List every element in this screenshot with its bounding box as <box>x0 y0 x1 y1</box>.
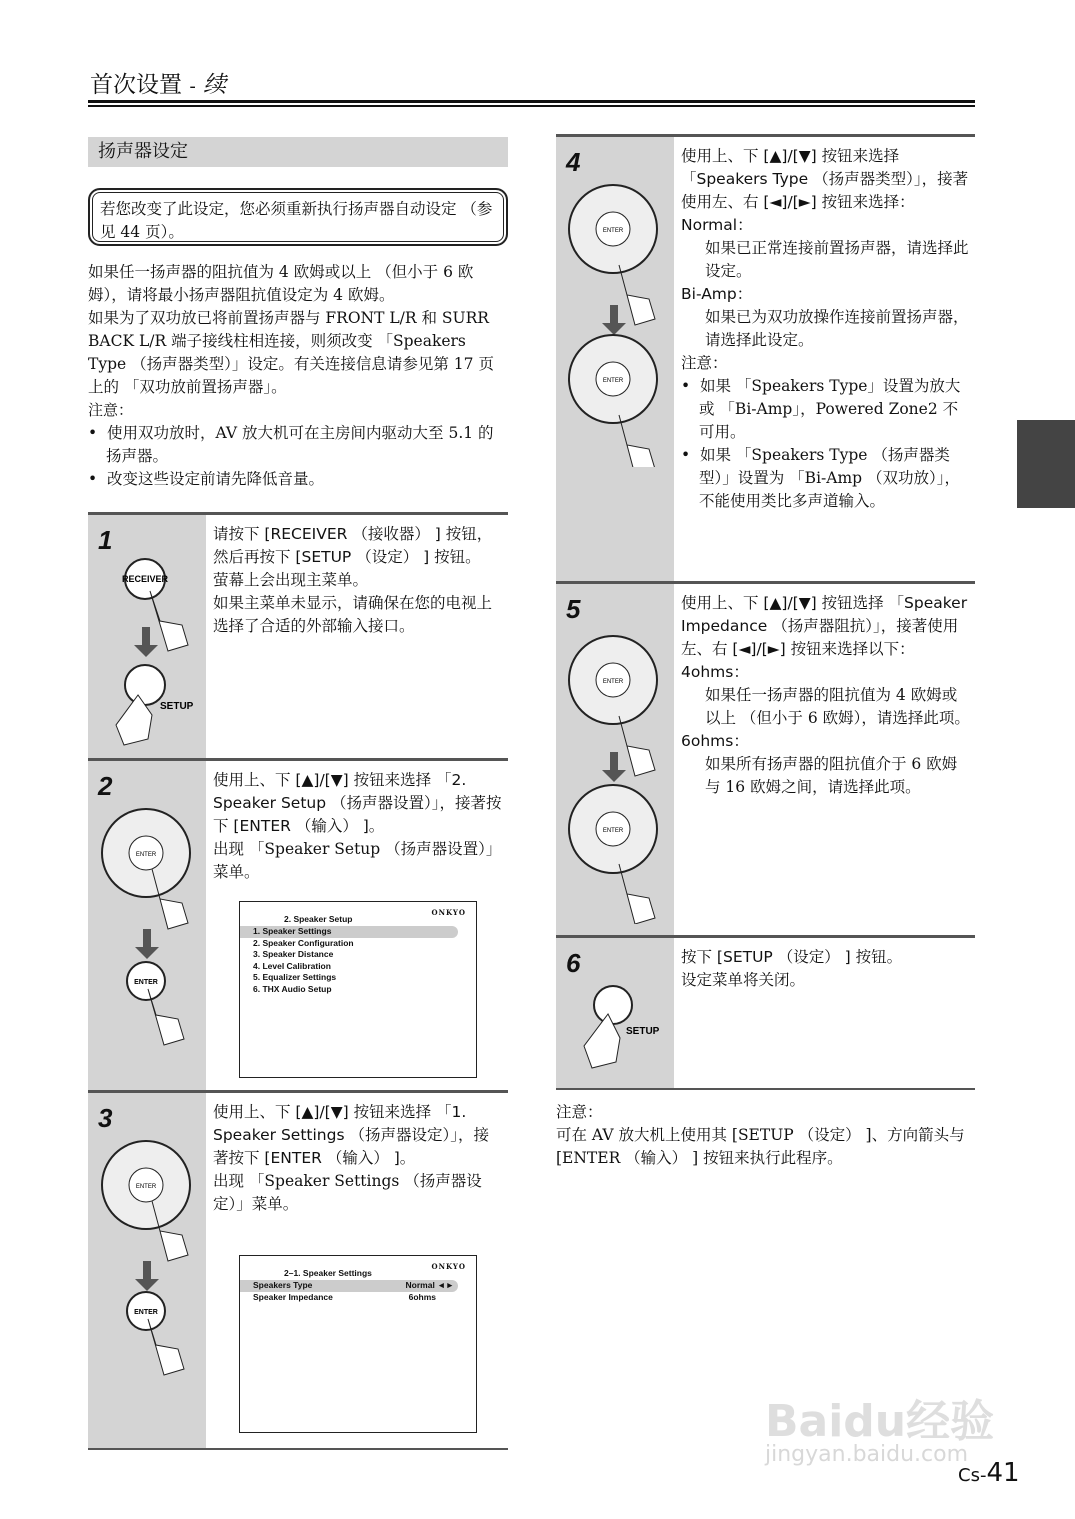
svg-text:ENTER: ENTER <box>602 828 624 834</box>
svg-text:RECEIVER: RECEIVER <box>121 574 169 584</box>
note-label: 注意： <box>88 401 134 419</box>
note-item: • 使用双功放时，AV 放大机可在主房间内驱动大至 5.1 的扬声器。 <box>88 424 494 465</box>
header-rule <box>88 100 975 103</box>
step-instruction: 使用上、下 [▲]/[▼] 按钮来选择 「Speakers Type （扬声器类型）」，接著使用左、右 [◄]/[►] 按钮来选择： <box>681 147 969 211</box>
menu-item[interactable]: 4. Level Calibration <box>253 960 331 971</box>
menu-row-speaker-impedance[interactable]: Speaker Impedance 6ohms <box>253 1291 436 1302</box>
step-line: 萤幕上会出现主菜单。 <box>213 571 369 589</box>
option-label: Bi-Amp： <box>681 285 753 303</box>
onkyo-logo: ONKYO <box>431 908 466 917</box>
menu-item[interactable]: 5. Equalizer Settings <box>253 972 337 982</box>
speaker-setup-menu-screen <box>239 901 477 1078</box>
speaker-settings-menu-screen <box>239 1255 477 1433</box>
step-illustration <box>88 1093 206 1448</box>
step-1 <box>88 512 508 763</box>
note-item: • 如果 「Speakers Type （扬声器类型）」设置为 「Bi-Amp （双功放）」，不能使用类比多声道输入。 <box>681 446 961 510</box>
svg-text:ENTER: ENTER <box>135 852 157 858</box>
watermark-logo: Baidu经验 <box>765 1396 995 1447</box>
header-subtitle: 续 <box>203 72 227 98</box>
chapter-tab <box>1017 420 1075 508</box>
step-text <box>213 523 504 638</box>
step-illustration <box>556 938 674 1088</box>
step-6 <box>556 935 975 1090</box>
menu-item-selected[interactable]: 1. Speaker Settings <box>240 926 458 938</box>
step-5 <box>556 581 975 938</box>
menu-title: 2–1. Speaker Settings <box>284 1268 372 1278</box>
menu-item[interactable]: 6. THX Audio Setup <box>253 983 332 994</box>
step-illustration <box>88 515 206 763</box>
step-instruction: 请按下 [RECEIVER （接收器） ] 按钮，然后再按下 [SETUP （设定） ] 按钮。 <box>213 525 493 566</box>
page-num: 41 <box>986 1458 1020 1488</box>
note-item: • 改变这些设定前请先降低音量。 <box>88 470 325 488</box>
enter-dial-icon <box>556 137 674 467</box>
step-text <box>681 592 971 799</box>
step-number: 1 <box>98 525 113 555</box>
option-desc: 如果已为双功放操作连接前置扬声器，请选择此设定。 <box>705 308 969 349</box>
step-instruction: 按下 [SETUP （设定） ] 按钮。 <box>681 948 903 966</box>
svg-text:ENTER: ENTER <box>602 228 624 234</box>
svg-text:SETUP: SETUP <box>626 1026 660 1037</box>
option-desc: 如果已正常连接前置扬声器，请选择此设定。 <box>705 239 969 280</box>
step-line: 出现 「Speaker Setup （扬声器设置）」菜单。 <box>213 840 502 881</box>
svg-text:ENTER: ENTER <box>134 979 158 986</box>
header-rule-thin <box>88 105 975 107</box>
enter-dial-icon <box>88 761 206 1091</box>
step-text <box>681 946 971 992</box>
step-instruction: 使用上、下 [▲]/[▼] 按钮选择 「Speaker Impedance （扬声器阻抗）」，接著使用左、右 [◄]/[►] 按钮来选择以下： <box>681 594 968 658</box>
step-instruction: 使用上、下 [▲]/[▼] 按钮来选择 「2. Speaker Setup （扬声器设置）」，接著按下 [ENTER （输入） ]。 <box>213 771 502 835</box>
svg-text:ENTER: ENTER <box>602 679 624 685</box>
header-dash: - <box>189 76 196 97</box>
step-number: 6 <box>566 948 581 978</box>
header-title: 首次设置 <box>90 72 182 98</box>
svg-text:ENTER: ENTER <box>135 1184 157 1190</box>
svg-text:SETUP: SETUP <box>160 701 194 712</box>
menu-item[interactable]: 3. Speaker Distance <box>253 949 334 959</box>
step-text <box>213 769 504 884</box>
option-desc: 如果所有扬声器的阻抗值介于 6 欧姆与 16 欧姆之间，请选择此项。 <box>705 755 958 796</box>
notice-box: 若您改变了此设定，您必须重新执行扬声器自动设定 （参见 44 页）。 <box>88 188 508 246</box>
onkyo-logo: ONKYO <box>431 1262 466 1271</box>
setup-button-icon <box>556 938 674 1088</box>
note-label: 注意： <box>556 1103 603 1121</box>
menu-item[interactable]: 2. Speaker Configuration <box>253 937 354 948</box>
step-illustration <box>88 761 206 1095</box>
note-text: 改变这些设定前请先降低音量。 <box>107 470 325 488</box>
svg-text:ENTER: ENTER <box>602 378 624 384</box>
enter-dial-icon <box>88 1093 206 1433</box>
page-header <box>90 66 226 99</box>
step-number: 2 <box>98 771 113 801</box>
option-label: Normal： <box>681 216 753 234</box>
step-line: 出现 「Speaker Settings （扬声器设定）」菜单。 <box>213 1172 482 1213</box>
option-label: 6ohms： <box>681 732 749 750</box>
step-line: 如果主菜单未显示，请确保在您的电视上选择了合适的外部输入接口。 <box>213 594 493 635</box>
menu-title: 2. Speaker Setup <box>284 914 353 924</box>
menu-row-speakers-type[interactable]: Speakers Type Normal ◄► <box>240 1280 458 1292</box>
svg-text:ENTER: ENTER <box>134 1309 158 1316</box>
page-number <box>958 1458 1020 1488</box>
step-number: 4 <box>566 147 581 177</box>
note-text: 如果 「Speakers Type （扬声器类型）」设置为 「Bi-Amp （双功放）」，不能使用类比多声道输入。 <box>699 446 961 510</box>
step-instruction: 使用上、下 [▲]/[▼] 按钮来选择 「1. Speaker Settings （扬声器设定）」，接著按下 [ENTER （输入） ]。 <box>213 1103 489 1167</box>
step-illustration <box>556 137 674 586</box>
page-prefix: Cs- <box>958 1465 987 1486</box>
section-title: 扬声器设定 <box>88 137 508 167</box>
footer-note <box>556 1101 975 1170</box>
option-desc: 如果任一扬声器的阻抗值为 4 欧姆或以上 （但小于 6 欧姆），请选择此项。 <box>705 686 970 727</box>
step-line: 设定菜单将关闭。 <box>681 971 806 989</box>
note-text: 使用双功放时，AV 放大机可在主房间内驱动大至 5.1 的扬声器。 <box>106 424 494 465</box>
step-number: 5 <box>566 594 581 624</box>
enter-dial-icon <box>556 584 674 924</box>
receiver-setup-button-icon <box>88 515 206 755</box>
step-2 <box>88 758 508 1095</box>
step-number: 3 <box>98 1103 113 1133</box>
paragraph: 如果为了双功放已将前置扬声器与 FRONT L/R 和 SURR BACK L/R 端子接线柱相连接，则须改变 「Speakers Type （扬声器类型）」设定。有关连接信息请参见第 17 页上的 「双功放前置扬声器」。 <box>88 309 494 396</box>
note-text: 可在 AV 放大机上使用其 [SETUP （设定） ]、方向箭头与 [ENTER （输入） ] 按钮来执行此程序。 <box>556 1126 965 1167</box>
watermark-url: jingyan.baidu.com <box>765 1442 969 1467</box>
step-text <box>213 1101 504 1216</box>
note-item: • 如果 「Speakers Type」设置为放大或 「Bi-Amp」，Powered Zone2 不可用。 <box>681 377 961 441</box>
note-label: 注意： <box>681 354 728 372</box>
step-illustration <box>556 584 674 938</box>
option-label: 4ohms： <box>681 663 749 681</box>
step-3 <box>88 1090 508 1450</box>
section-body <box>88 261 508 491</box>
paragraph: 如果任一扬声器的阻抗值为 4 欧姆或以上 （但小于 6 欧姆），请将最小扬声器阻抗值设定为 4 欧姆。 <box>88 263 474 304</box>
step-4 <box>556 134 975 586</box>
step-text <box>681 145 971 513</box>
note-text: 如果 「Speakers Type」设置为放大或 「Bi-Amp」，Powered Zone2 不可用。 <box>699 377 961 441</box>
